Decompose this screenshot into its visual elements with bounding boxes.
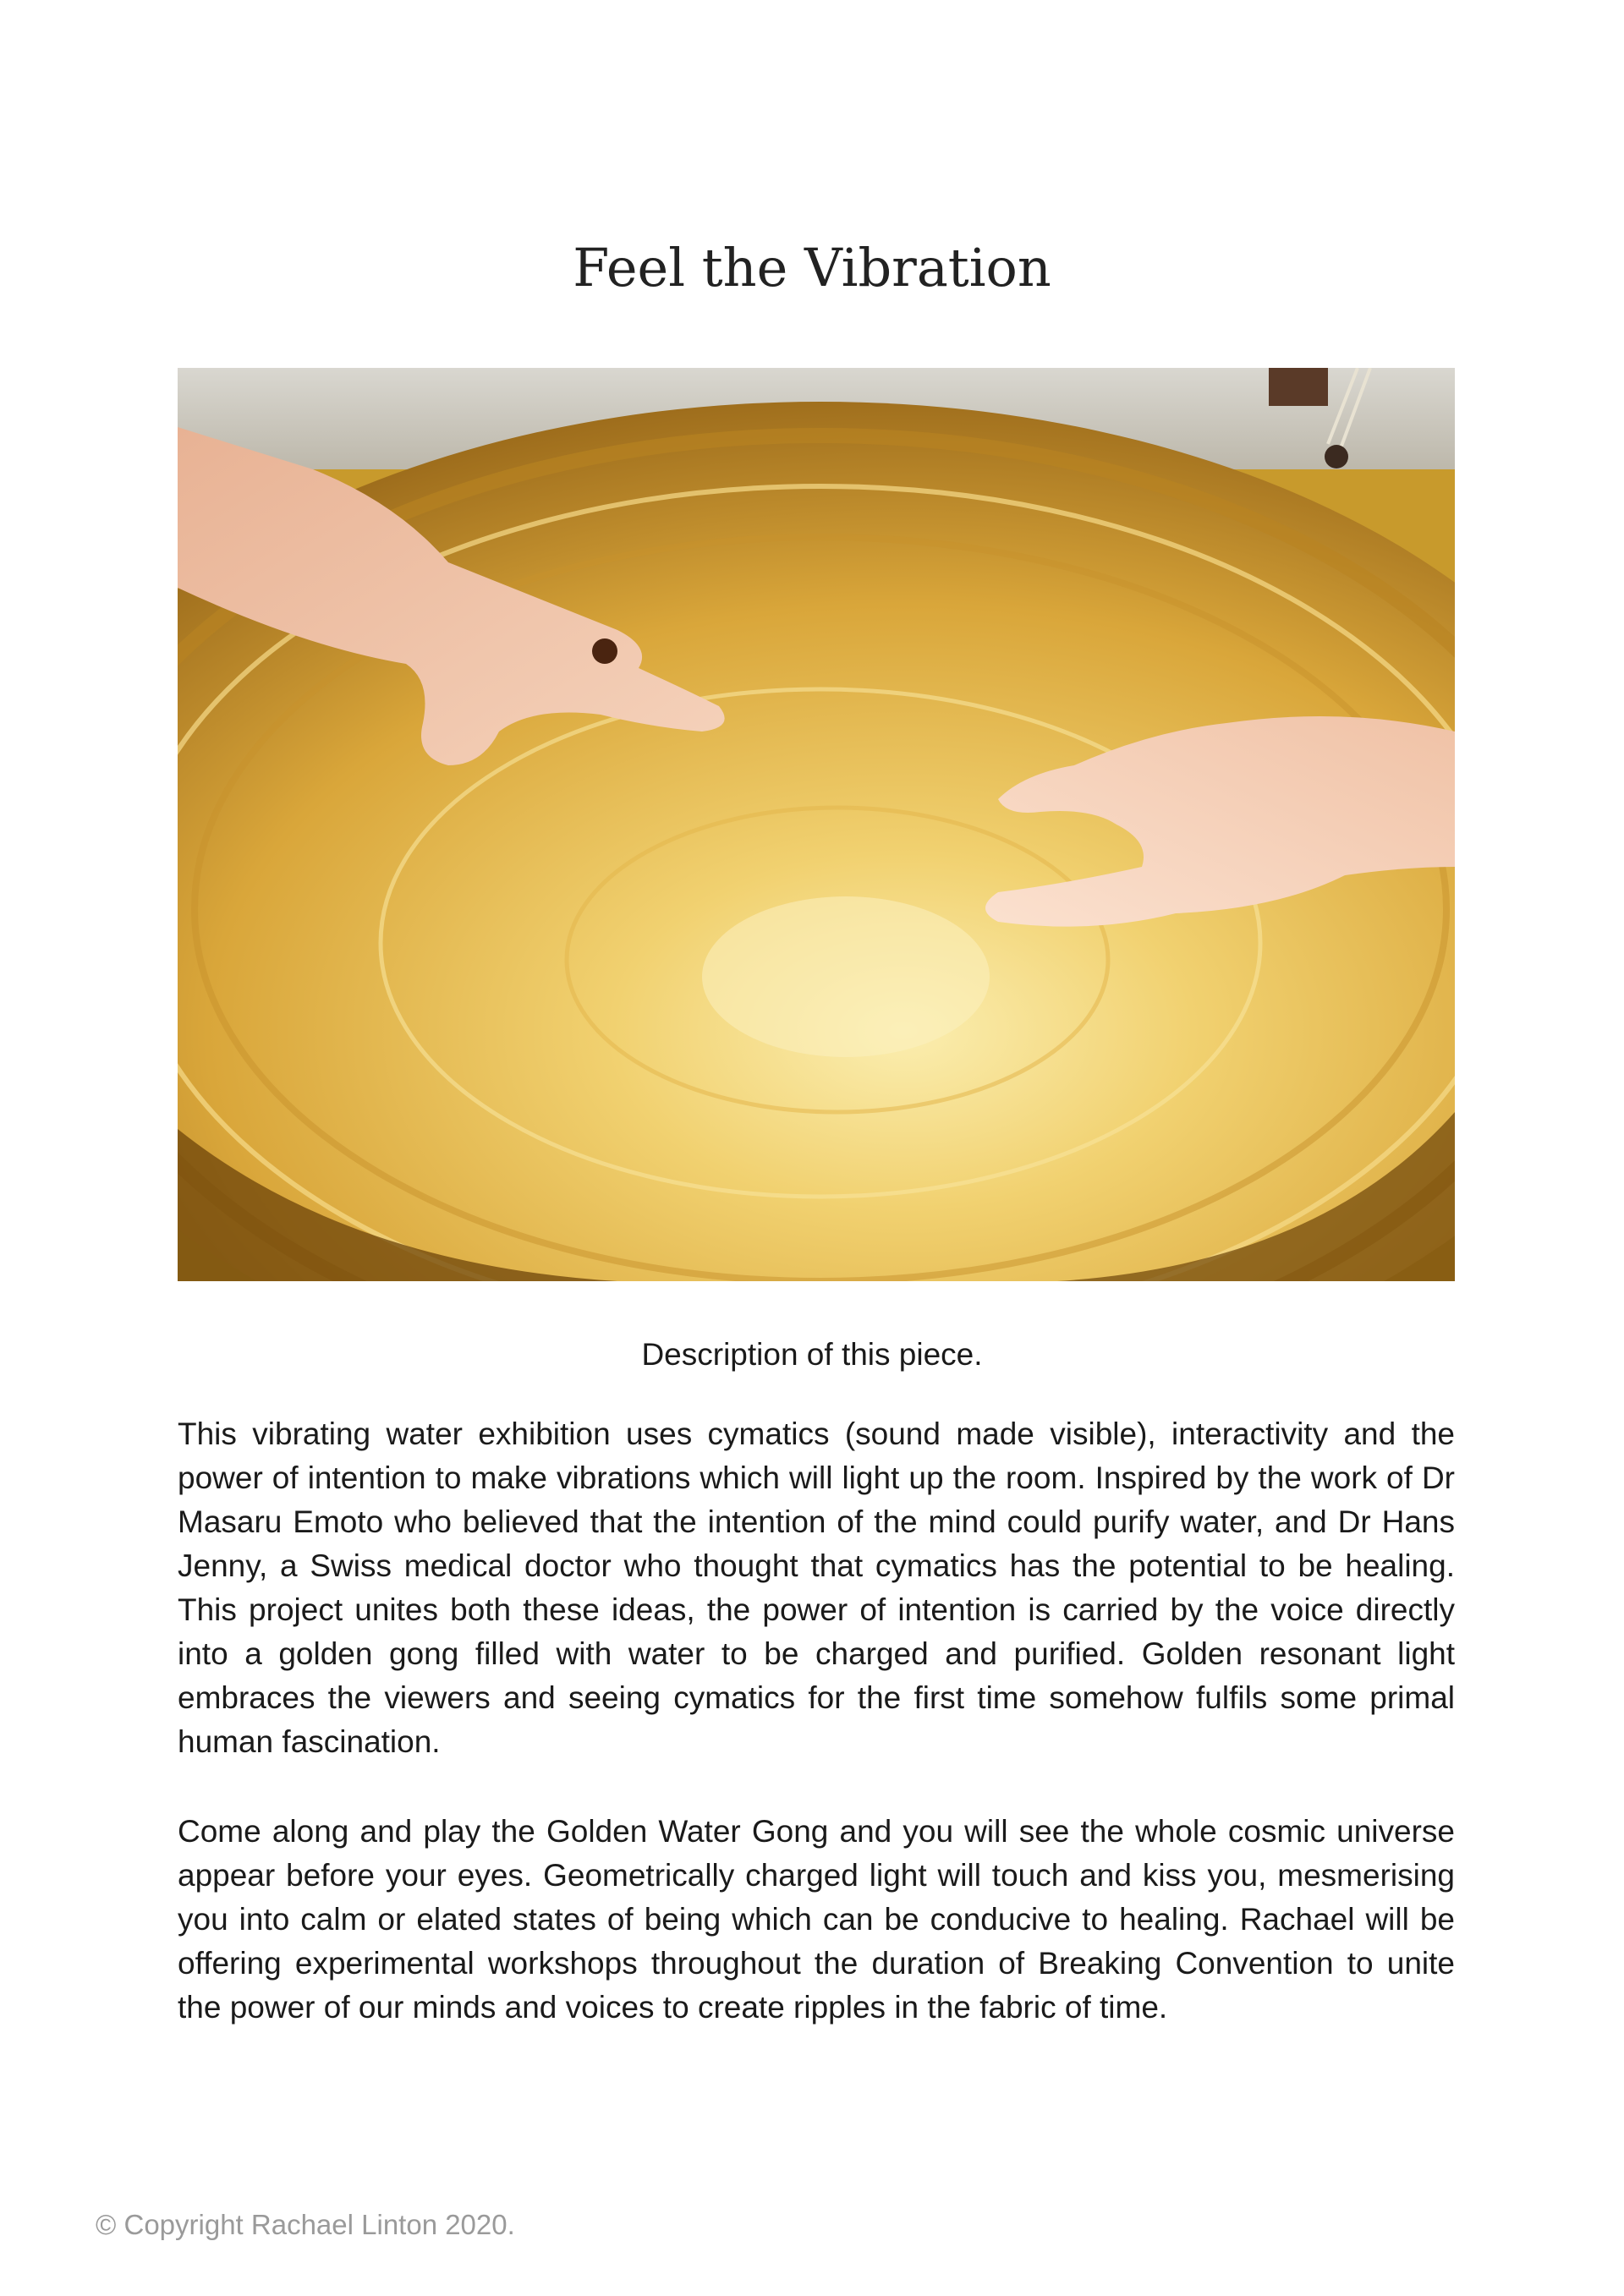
- description-paragraph-2: Come along and play the Golden Water Gong and you will see the whole cosmic universe appear before your eyes. Geometrically charged light will touch and kiss you, mesmerising you into calm or elated states of being which can be conducive to healing. Rachael will be offering experimental workshops throughout the duration of Breaking Convention to unite the power of our minds and voices to create ripples in the fabric of time.: [178, 1814, 1455, 2025]
- description-paragraph-1: This vibrating water exhibition uses cymatics (sound made visible), interactivity and the power of intention to make vibrations which will light up the room. Inspired by the work of Dr Masaru Emoto who believed that the intention of the mind could purify water, and Dr Hans Jenny, a Swiss medical doctor who thought that cymatics has the potential to be healing. This project unites both these ideas, the power of intention is carried by the voice directly into a golden gong filled with water to be charged and purified. Golden resonant light embraces the viewers and seeing cymatics for the first time somehow fulfils some primal human fascination.: [178, 1417, 1455, 1759]
- golden-water-gong-photo: [178, 368, 1455, 1281]
- copyright-footer: © Copyright Rachael Linton 2020.: [96, 2209, 515, 2240]
- image-caption: Description of this piece.: [641, 1337, 983, 1372]
- page-title: Feel the Vibration: [573, 237, 1051, 299]
